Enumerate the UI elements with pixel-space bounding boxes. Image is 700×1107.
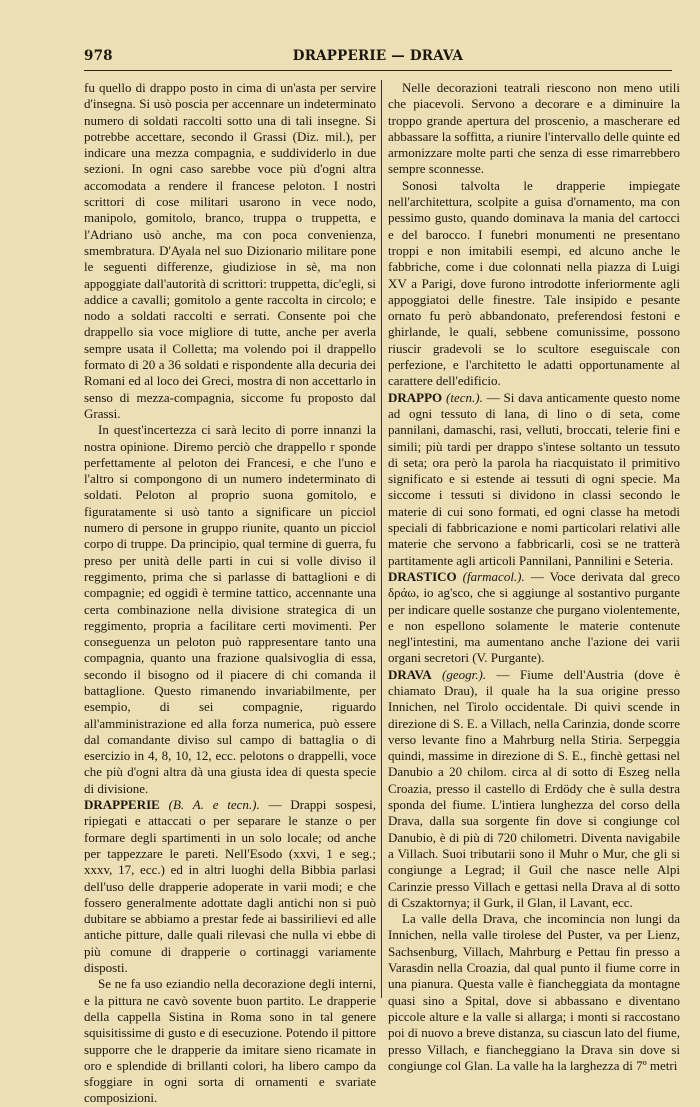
entry-headword: DRAPPERIE bbox=[84, 797, 160, 813]
entry-label: (tecn.). bbox=[446, 389, 483, 405]
running-title: DRAPPERIE — DRAVA bbox=[292, 48, 464, 64]
entry-headword: DRAPPO bbox=[388, 389, 443, 405]
entry-drappo bbox=[388, 390, 680, 569]
header-rule bbox=[84, 70, 672, 71]
entry-body: — Fiume dell'Austria (dove è chiamato Drau), il quale ha la sua origine presso Innichen, nel Tirolo occidentale. Di quivi scende in direzione di S. E. a Villach, nella Carinzia, donde scorre verso levante fino a Mahrburg nella Stiria. Serpeggia quindi, massime in direzione di S. E., finchè gettasi nel Danubio a 20 chilom. circa al di sotto di Eszeg nella Croazia, presso il castello di Erdödy che è sulla destra sponda del fiume. L'intiera lunghezza del corso della Drava, dalla sua sorgente fin dove si congiunge col Danubio, è di più di 720 chilometri. Diventa navigabile a Villach. Suoi tributarii sono il Muhr o Mur, che gli si congiunge a Legrad; il Guil che nasce nelle Alpi Carinzie presso Villach e gettasi nella Drava al di sotto di Cszaktornya; il Gurk, il Glan, il Lavant, ecc. bbox=[388, 666, 681, 910]
paragraph-drappello-cont: fu quello di drappo posto in cima di un'asta per servire d'insegna. Si usò poscia per accennare un indeterminato numero di soldati raccolti sotto una di tali insegne. Si potrebbe accettare, secondo il Grassi (Diz. mil.), per indicare una mezza compagnia, e suddividerlo in due sezioni. In ogni caso sarebbe voce più d'ogni altra accomodata a rendere il francese peloton. I nostri scrittori di cose militari usarono in vece nodo, manipolo, gomitolo, branco, truppa o truppetta, e l'Adriano usò anche, ma con poca convenienza, smembratura. D'Ayala nel suo Dizionario militare pone le seguenti differenze, giudiziose in sè, ma non appoggiate dall'autorità di scrittori: truppetta, dic'egli, si addice a cavalli; gomitolo a gente raccolta in circolo; e nodo a soldati raccolti e serrati. Consente poi che drappello sia voce migliore di tutte, anche per averla sempre usata il Colletta; ma volendo poi il drappello formato di 20 a 36 soldati e rispondente alla decuria dei Romani ed al loco dei Greci, mostra di non accettarlo in senso di mezza-compagnia, siccome fu proposto dal Grassi. bbox=[84, 80, 376, 421]
paragraph-decorazione: Se ne fa uso eziandio nella decorazione degli interni, e la pittura ne cavò sovente buon partito. Le drapperie della cappella Sistina in Roma sono in tal genere squisitissime di gusto e di esecuzione. Potendo il pittore supporre che le drapperie da imitare sieno ricamate in oro e splendide di brillanti colori, ha libero campo da sfoggiare in ogni sorta di ornamenti e svariate composizioni. bbox=[84, 976, 376, 1106]
entry-body: — Si dava anticamente questo nome ad ogni tessuto di lana, di lino o di seta, come pannilani, damaschi, rasi, velluti, broccati, telerie fini e simili; più tardi per drappo s'intese soltanto un tessuto di seta; ora però la parola ha riacquistato il primitivo significato e si estende ai tessuti di ogni specie. Ma siccome i tessuti si dividono in classi secondo le materie di cui sono formati, ed ogni classe ha metodi speciali di fabbricazione e nomi particolari relativi alle materie che servono a fabbricarli, così se ne tratterà partitamente agli articoli Pannilani, Pannilini e Seteria. bbox=[388, 389, 680, 568]
entry-label: (B. A. e tecn.). bbox=[168, 797, 260, 813]
entry-headword: DRASTICO bbox=[388, 568, 457, 584]
entry-drava bbox=[388, 667, 680, 911]
entry-body: — Drappi sospesi, ripiegati e attaccati o per separare le stanze o per formare degli spartimenti in un solo locale; od anche per tappezzare le pareti. Nell'Esodo (xxvi, 1 e seg.; xxxv, 17, ecc.) ed in altri luoghi della Bibbia parlasi dell'uso delle drapperie adoperate in varii modi; e che fossero generalmente adottate dagli antichi non si può dubitare se abbiamo a prestar fede ai bassirilievi ed alle antiche pitture, dalle quali rilevasi che nulla vi ebbe di più comune di drapperie o cortinaggi variamente disposti. bbox=[84, 797, 377, 976]
page-number: 978 bbox=[84, 48, 113, 64]
left-column bbox=[84, 80, 377, 1106]
paragraph-valle: La valle della Drava, che incomincia non lungi da Innichen, nella valle tirolese del Puster, va per Lienz, Sachsenburg, Villach, Mahrburg e Pettau fin presso a Varasdin nella Croazia, dal qual punto il fiume corre in una pianura. Questa valle è fiancheggiata da montagne quasi sino a Spital, dove si abbassano e diventano piccole alture e la valle si allarga; i monti si raccostano poi di nuovo a breve distanza, su ciascun lato del fiume, presso Villach, e fiancheggiano la Drava sin dove si congiunge col Glan. La valle ha la larghezza di 7º metri bbox=[388, 911, 680, 1073]
entry-body: — Voce derivata dal greco δράω, io ag'sco, che si aggiunge al sostantivo purgante per indicare quelle sostanze che purgano violentemente, e non espellono solamente le materie contenute negl'intestini, ma aumentano anche l'azione dei varii organi secretori (V. Purgante). bbox=[388, 568, 681, 666]
entry-drastico bbox=[388, 569, 680, 667]
entry-label: (farmacol.). bbox=[462, 568, 525, 584]
paragraph-teatrali: Nelle decorazioni teatrali riescono non meno utili che piacevoli. Servono a decorare e a diminuire la troppo grande apertura del proscenio, a mascherare ed abbassare la soffitta, a riunire l'intervallo delle quinte ed armonizzare molte parti che senza di esse rimarrebbero sempre sconnesse. bbox=[388, 80, 680, 177]
paragraph-architettura: Sonosi talvolta le drapperie impiegate nell'architettura, scolpite a guisa d'ornamento, ma con pessimo gusto, quando dominava la mania del cartocci e del barocco. I funebri monumenti ne presentano troppi e non imitabili esempi, ed alcuno anche le fabbriche, come i due colonnati nella piazza di Luigi XV a Parigi, dove furono introdotte inferiormente agli appoggiatoi delle finestre. Tale insipido e pesante ornato fu però abbandonato, preferendosi festoni e ghirlande, le quali, sebbene comunissime, possono riuscir gradevoli se lo scultore eseguiscale con perfezione, e l'architetto le adatti opportunamente al carattere dell'edificio. bbox=[388, 177, 680, 389]
right-column bbox=[388, 80, 681, 1073]
paragraph-opinion: In quest'incertezza ci sarà lecito di porre innanzi la nostra opinione. Diremo perciò che drappello r sponde perfettamente al peloton dei Francesi, e che l'uno e l'altro si compongono di un numero indeterminato di soldati. Peloton al proprio suona gomitolo, e figuratamente si usò tanto a significare un picciol numero di persone in gruppo riunite, quanto un picciol corpo di truppe. Da principio, qual termine di guerra, fu preso per unità delle parti in cui si volle diviso il reggimento, prima che si parlasse di battaglioni e di compagnie; ed oggidì è termine tattico, accennante una certa combinazione nella divisione strategica di un reggimento, propria a facilitare certi movimenti. Per conseguenza un peloton può rappresentare tanto una compagnia, quanto una frazione qualsivoglia di essa, secondo il bisogno od il piacere di chi comanda il battaglione. Questo rimanendo invariabilmente, per esempio, di sei compagnie, riguardo all'amministrazione ed alla forza numerica, può essere dal comandante diviso sul campo di battaglia o di esercizio in 4, 8, 10, 12, ecc. pelotons o drappelli, voce che più d'ogni altra dà una giusta idea di questa specie di divisione. bbox=[84, 422, 376, 796]
entry-headword: DRAVA bbox=[388, 666, 432, 682]
column-divider bbox=[381, 80, 382, 998]
entry-drapperie bbox=[84, 797, 376, 976]
entry-label: (geogr.). bbox=[442, 666, 487, 682]
